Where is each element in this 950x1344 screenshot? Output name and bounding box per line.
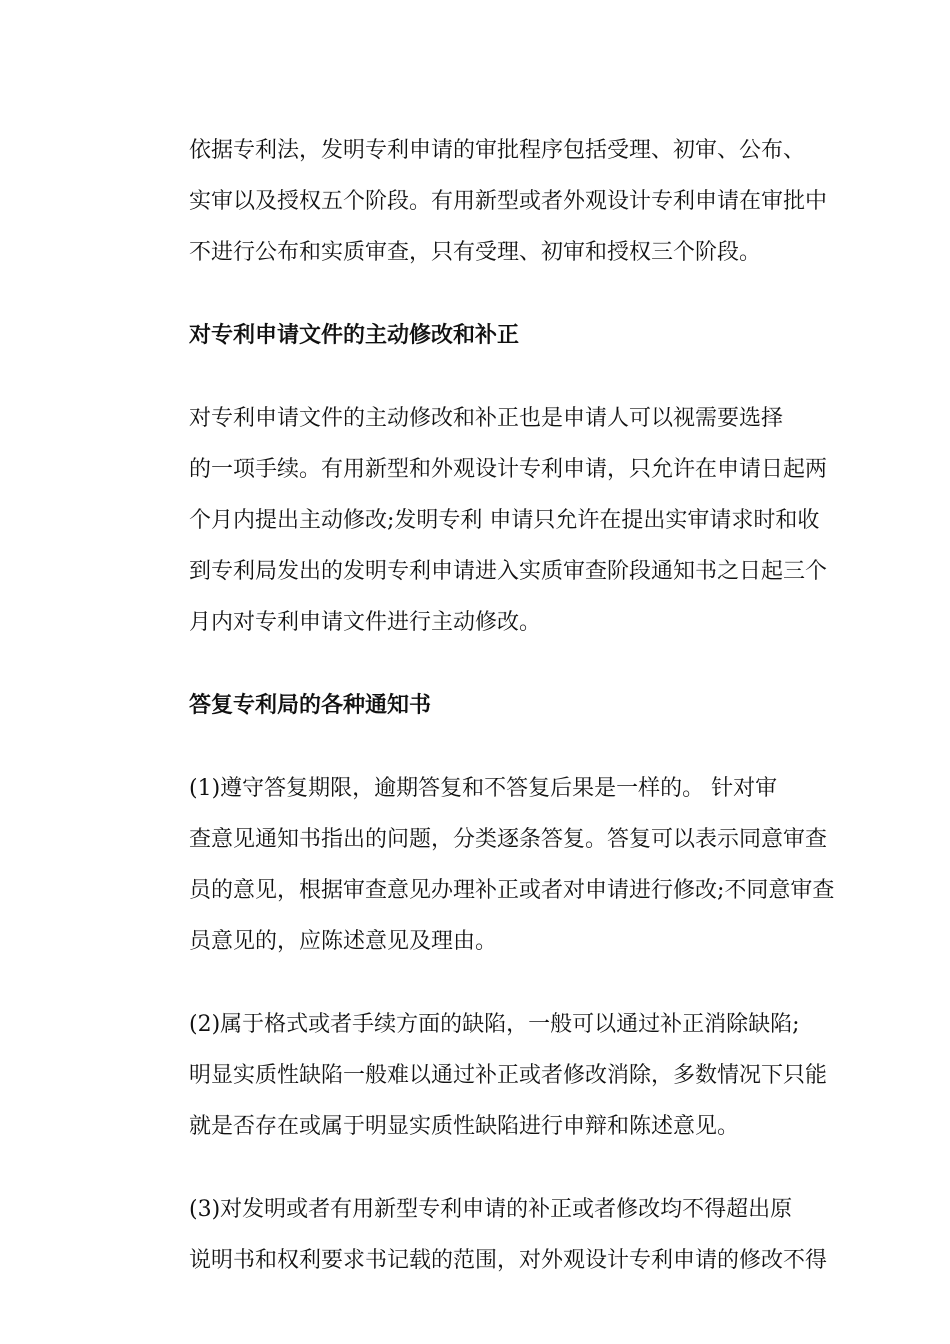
- section-heading-notices: 答复专利局的各种通知书: [189, 693, 432, 718]
- paragraph-scope-limit: [145, 1184, 828, 1286]
- paragraph-amendment: [145, 393, 828, 648]
- text-line: 明显实质性缺陷一般难以通过补正或者修改消除，多数情况下只能: [189, 1063, 828, 1088]
- text-line: 到专利局发出的发明专利申请进入实质审查阶段通知书之日起三个: [189, 559, 828, 584]
- text-line: 月内对专利申请文件进行主动修改。: [189, 610, 542, 635]
- document-body: [145, 125, 835, 1318]
- text-line: 个月内提出主动修改;发明专利 申请只允许在提出实审请求时和收: [189, 508, 820, 533]
- text-line: 对专利申请文件的主动修改和补正也是申请人可以视需要选择: [189, 406, 784, 431]
- text-line: 的一项手续。有用新型和外观设计专利申请，只允许在申请日起两: [189, 457, 828, 482]
- text-line: 说明书和权利要求书记载的范围，对外观设计专利申请的修改不得: [189, 1248, 828, 1273]
- paragraph-approval-stages: [145, 125, 828, 278]
- text-line: 依据专利法，发明专利申请的审批程序包括受理、初审、公布、: [189, 138, 806, 163]
- text-line: (1)遵守答复期限，逾期答复和不答复后果是一样的。 针对审: [189, 776, 778, 801]
- text-line: 员的意见，根据审查意见办理补正或者对申请进行修改;不同意审查: [189, 878, 835, 903]
- text-line: (2)属于格式或者手续方面的缺陷，一般可以通过补正消除缺陷;: [189, 1012, 800, 1037]
- text-line: 查意见通知书指出的问题，分类逐条答复。答复可以表示同意审查: [189, 827, 828, 852]
- text-line: 实审以及授权五个阶段。有用新型或者外观设计专利申请在审批中: [189, 189, 828, 214]
- text-line: 员意见的，应陈述意见及理由。: [189, 929, 498, 954]
- text-line: (3)对发明或者有用新型专利申请的补正或者修改均不得超出原: [189, 1197, 793, 1222]
- text-line: 就是否存在或属于明显实质性缺陷进行申辩和陈述意见。: [189, 1114, 740, 1139]
- paragraph-formal-defects: [145, 999, 828, 1152]
- section-heading-amendment: 对专利申请文件的主动修改和补正: [189, 323, 520, 348]
- text-line: 不进行公布和实质审查，只有受理、初审和授权三个阶段。: [189, 240, 762, 265]
- paragraph-reply-deadline: [145, 763, 835, 967]
